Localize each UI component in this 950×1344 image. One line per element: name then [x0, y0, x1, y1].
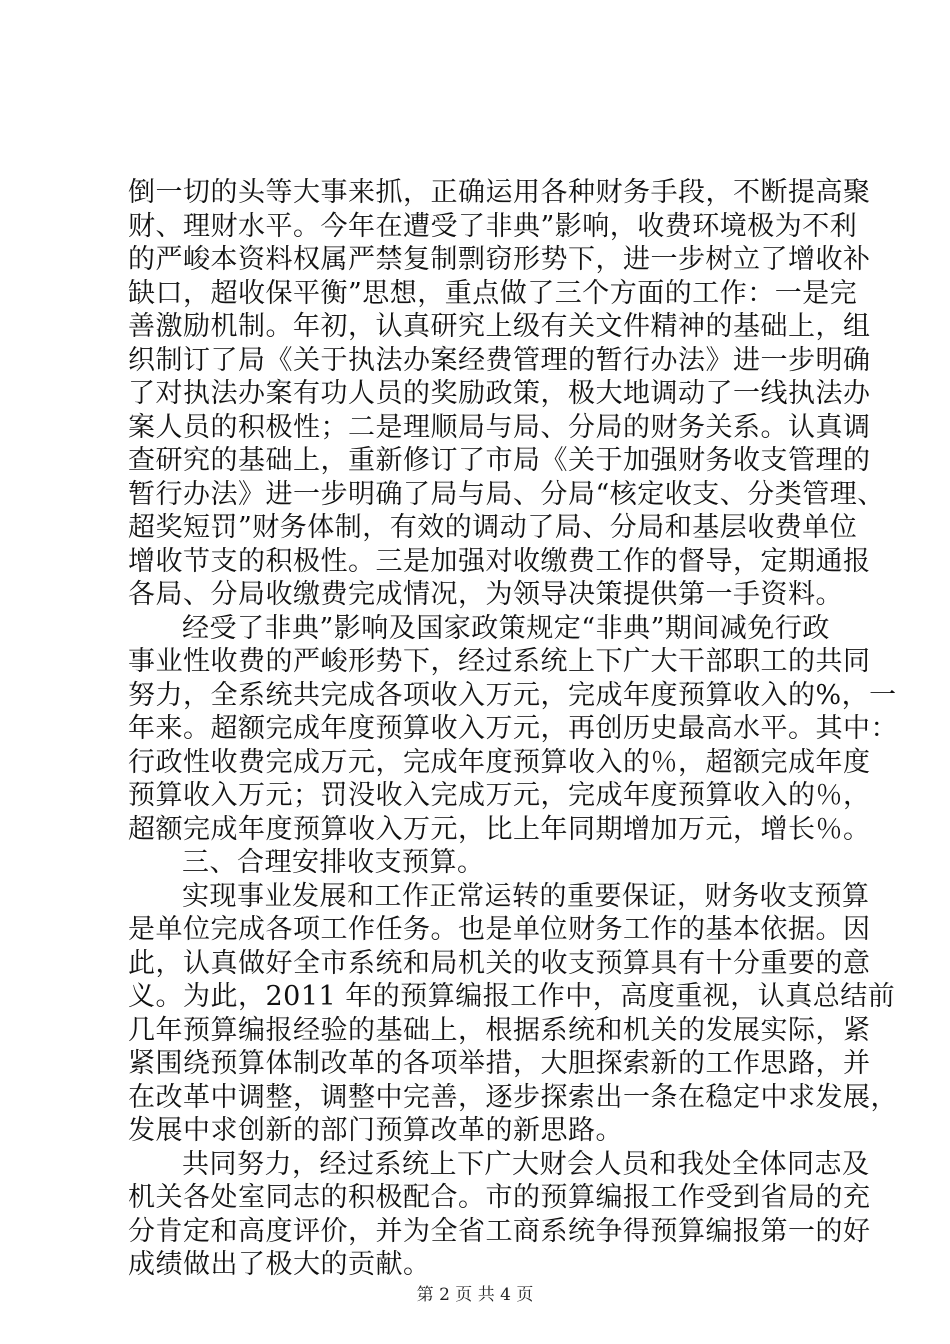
text-line: 此，认真做好全市系统和局机关的收支预算具有十分重要的意 — [128, 947, 871, 979]
text-line: 查研究的基础上，重新修订了市局《关于加强财务收支管理的 — [128, 445, 871, 476]
text-line: 成绩做出了极大的贡献。 — [128, 1249, 431, 1280]
section-heading: 三、合理安排收支预算。 — [182, 847, 485, 878]
text-line: 预算收入万元；罚没收入完成万元，完成年度预算收入的％， — [128, 780, 871, 811]
text-line: 几年预算编报经验的基础上，根据系统和机关的发展实际，紧 — [128, 1014, 871, 1046]
text-line: 的严峻本资料权属严禁复制剽窃形势下，进一步树立了增收补 — [128, 244, 871, 275]
text-line: 是单位完成各项工作任务。也是单位财务工作的基本依据。因 — [128, 914, 871, 945]
paragraph-start-line: 共同努力，经过系统上下广大财会人员和我处全体同志及 — [182, 1148, 870, 1180]
text-line: 事业性收费的严峻形势下，经过系统上下广大干部职工的共同 — [128, 646, 871, 677]
text-line: 义。为此，2011 年的预算编报工作中，高度重视，认真总结前 — [128, 981, 896, 1012]
text-line: 增收节支的积极性。三是加强对收缴费工作的督导，定期通报 — [128, 545, 871, 577]
text-line: 各局、分局收缴费完成情况，为领导决策提供第一手资料。 — [128, 579, 843, 610]
text-line: 超奖短罚”财务体制，有效的调动了局、分局和基层收费单位 — [128, 512, 858, 543]
text-line: 行政性收费完成万元，完成年度预算收入的％，超额完成年度 — [128, 746, 871, 778]
text-line: 案人员的积极性；二是理顺局与局、分局的财务关系。认真调 — [128, 411, 871, 443]
text-line: 倒一切的头等大事来抓，正确运用各种财务手段，不断提高聚 — [128, 177, 871, 208]
text-line: 超额完成年度预算收入万元，比上年同期增加万元，增长％。 — [128, 813, 871, 845]
document-body — [128, 176, 898, 1282]
paragraph-start-line: 实现事业发展和工作正常运转的重要保证，财务收支预算 — [182, 880, 870, 912]
text-line: 织制订了局《关于执法办案经费管理的暂行办法》进一步明确 — [128, 344, 871, 376]
text-line: 财、理财水平。今年在遭受了非典”影响，收费环境极为不利 — [128, 210, 858, 242]
text-line: 缺口，超收保平衡”思想，重点做了三个方面的工作：一是完 — [128, 277, 858, 309]
paragraph-start-line: 经受了非典”影响及国家政策规定“非典”期间减免行政 — [182, 612, 830, 644]
text-line: 紧围绕预算体制改革的各项举措，大胆探索新的工作思路，并 — [128, 1048, 871, 1079]
text-line: 在改革中调整，调整中完善，逐步探索出一条在稳定中求发展， — [128, 1081, 898, 1113]
text-line: 年来。超额完成年度预算收入万元，再创历史最高水平。其中： — [128, 713, 898, 744]
text-line: 暂行办法》进一步明确了局与局、分局“核定收支、分类管理、 — [128, 478, 885, 510]
text-line: 分肯定和高度评价，并为全省工商系统争得预算编报第一的好 — [128, 1215, 871, 1247]
text-line: 善激励机制。年初，认真研究上级有关文件精神的基础上，组 — [128, 311, 871, 342]
text-line: 了对执法办案有功人员的奖励政策，极大地调动了一线执法办 — [128, 378, 871, 409]
page-number-footer: 第 2 页 共 4 页 — [416, 1285, 534, 1305]
text-line: 机关各处室同志的积极配合。市的预算编报工作受到省局的充 — [128, 1182, 871, 1213]
text-line: 发展中求创新的部门预算改革的新思路。 — [128, 1115, 623, 1146]
text-line: 努力，全系统共完成各项收入万元，完成年度预算收入的%，一 — [128, 679, 897, 711]
